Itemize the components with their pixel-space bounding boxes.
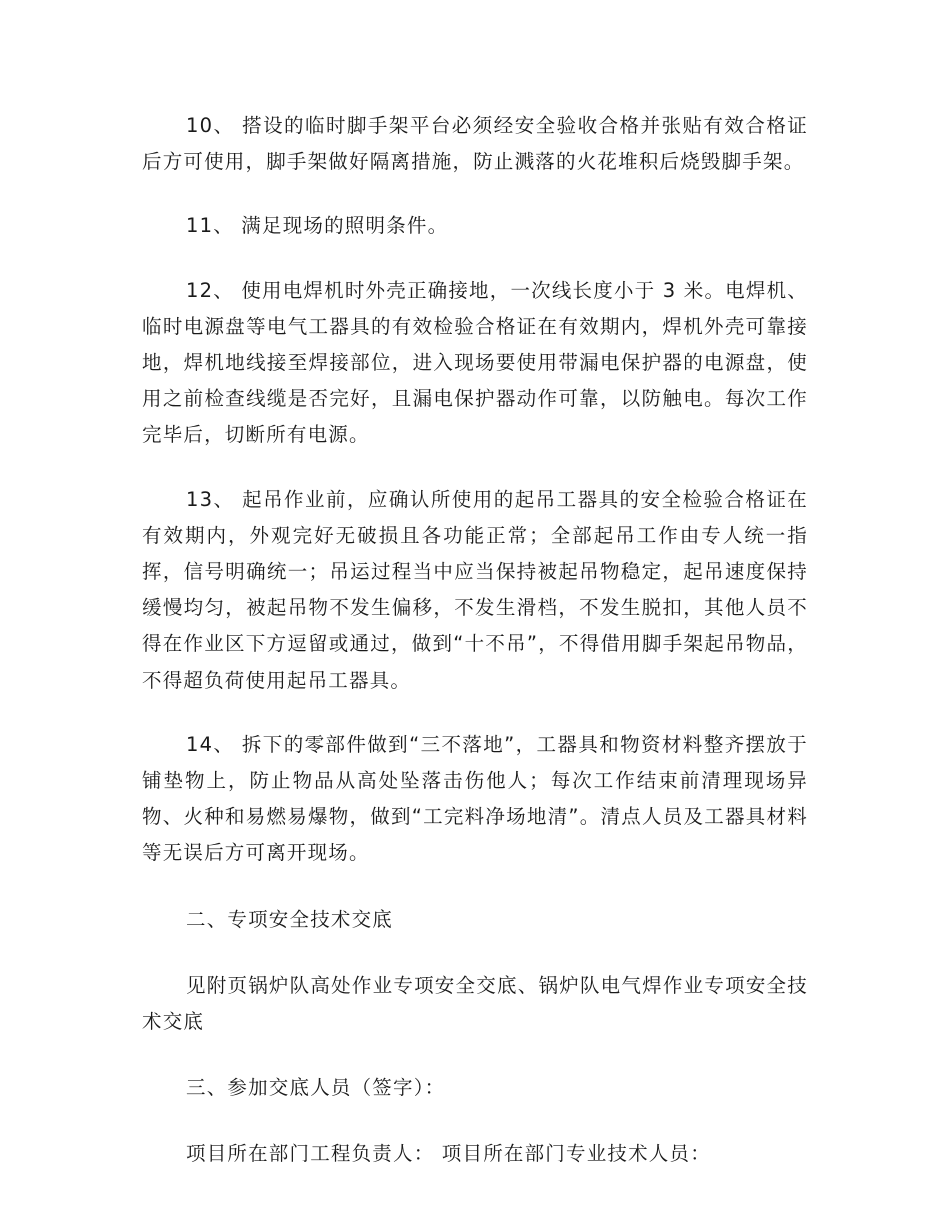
signature-roles-line: 项目所在部门工程负责人： 项目所在部门专业技术人员： bbox=[186, 1142, 711, 1166]
section-heading-special-briefing: 二、专项安全技术交底 bbox=[186, 907, 394, 931]
document-body bbox=[142, 108, 808, 1173]
paragraph-item-14: 14、 拆下的零部件做到“三不落地”，工器具和物资材料整齐摆放于铺垫物上，防止物品从高处坠落击伤他人；每次工作结束前清理现场异物、火种和易燃易爆物，做到“工完料净场地清”。清点人员及工器具材料等无误后方可离开现场。 bbox=[142, 732, 808, 865]
paragraph-item-13: 13、 起吊作业前，应确认所使用的起吊工器具的安全检验合格证在有效期内，外观完好无破损且各功能正常；全部起吊工作由专人统一指挥，信号明确统一；吊运过程当中应当保持被起吊物稳定，起吊速度保持缓慢均匀，被起吊物不发生偏移，不发生滑档，不发生脱扣，其他人员不得在作业区下方逗留或通过，做到“十不吊”，不得借用脚手架起吊物品，不得超负荷使用起吊工器具。 bbox=[142, 487, 808, 692]
paragraph-item-12: 12、 使用电焊机时外壳正确接地，一次线长度小于 3 米。电焊机、临时电源盘等电气工器具的有效检验合格证在有效期内，焊机外壳可靠接地，焊机地线接至焊接部位，进入现场要使用带漏电保护器的电源盘，使用之前检查线缆是否完好，且漏电保护器动作可靠，以防触电。每次工作完毕后，切断所有电源。 bbox=[142, 278, 808, 447]
section-heading-signatures: 三、参加交底人员（签字）： bbox=[186, 1076, 446, 1100]
paragraph-item-10: 10、 搭设的临时脚手架平台必须经安全验收合格并张贴有效合格证后方可使用，脚手架做好隔离措施，防止溅落的火花堆积后烧毁脚手架。 bbox=[142, 114, 808, 174]
paragraph-item-11: 11、 满足现场的照明条件。 bbox=[186, 214, 449, 238]
attachment-note: 见附页锅炉队高处作业专项安全交底、锅炉队电气焊作业专项安全技术交底 bbox=[142, 973, 808, 1034]
